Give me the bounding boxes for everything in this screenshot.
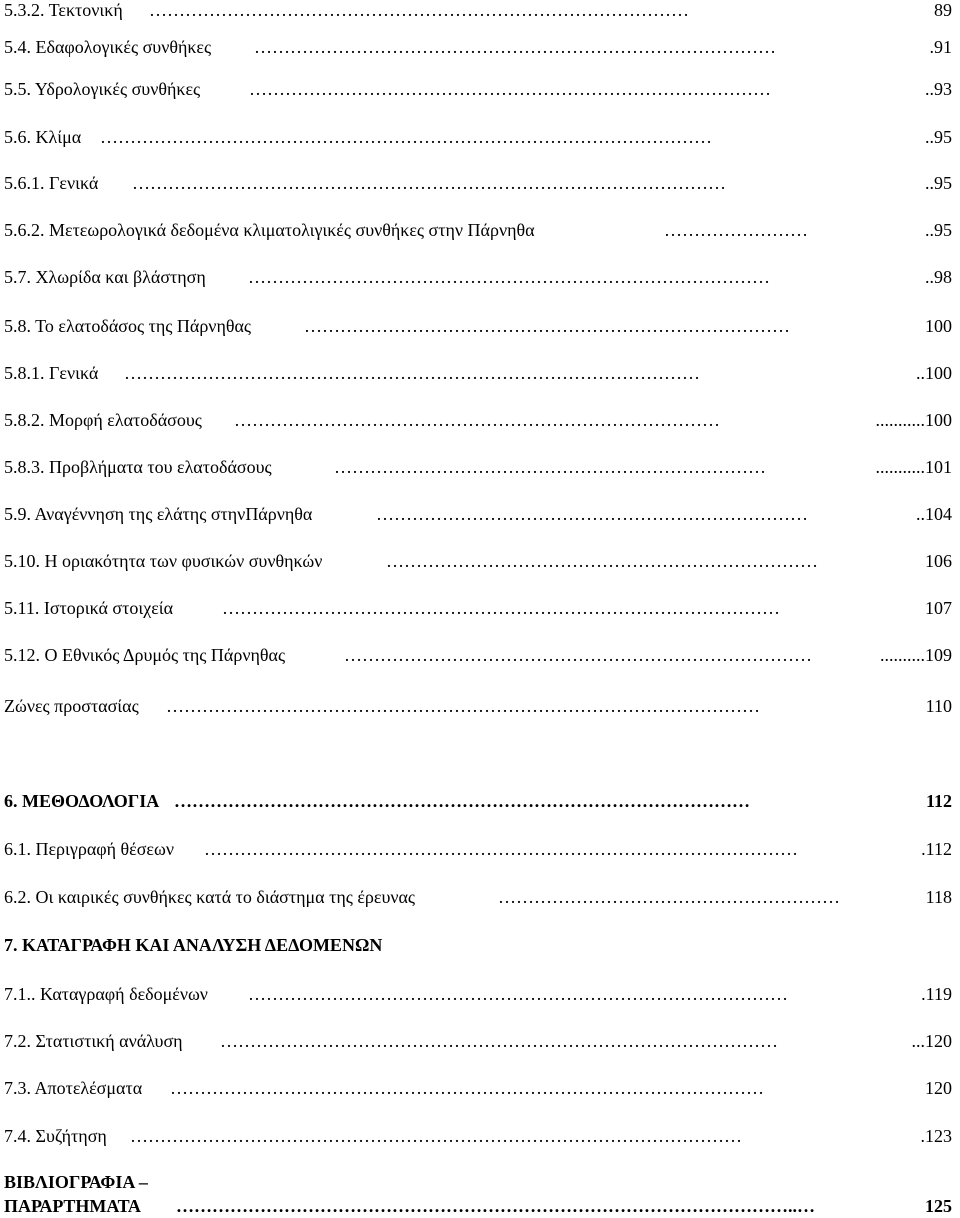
toc-entry-page: 100: [925, 316, 952, 336]
toc-entry-leader: ………………………………………………………………: [386, 551, 818, 571]
toc-entry-label: 5.3.2. Τεκτονική: [4, 0, 123, 20]
toc-entry-page: ..104: [916, 504, 952, 524]
toc-entry-leader: ………………………………………………………………………………………: [166, 696, 760, 716]
toc-entry-label: 5.8.1. Γενικά: [4, 363, 99, 383]
toc-entry-label: 5.8.2. Μορφή ελατοδάσους: [4, 410, 202, 430]
toc-entry-leader: ………………………………………………………………………………………: [132, 173, 726, 193]
toc-entry-leader: ………………………………………………………………………………………: [170, 1078, 764, 1098]
toc-entry: [4, 982, 952, 1006]
toc-entry-label: 5.8.3. Προβλήματα του ελατοδάσους: [4, 457, 272, 477]
toc-entry-page: 118: [925, 887, 952, 907]
toc-entry-label: 5.7. Χλωρίδα και βλάστηση: [4, 267, 206, 287]
toc-entry-label: 7.2. Στατιστική ανάλυση: [4, 1031, 183, 1051]
toc-entry-label: 7.4. Συζήτηση: [4, 1126, 107, 1146]
toc-entry-leader: ……………………………………………………………………………………: [124, 363, 700, 383]
toc-entry-leader: ………………………………………………………………………: [234, 410, 720, 430]
toc-entry-page: 106: [925, 551, 952, 571]
toc-entry: [4, 837, 952, 861]
toc-entry-page: 112: [925, 791, 952, 811]
toc-entry-page: .112: [921, 839, 952, 859]
toc-entry-page: ..100: [916, 363, 952, 383]
toc-chapter-heading: [4, 789, 952, 813]
toc-entry: [4, 1076, 952, 1100]
toc-entry-label: 7.1.. Καταγραφή δεδομένων: [4, 984, 208, 1004]
toc-entry-leader: …………………………………………………………………………………: [222, 598, 780, 618]
toc-entry: [4, 694, 952, 718]
toc-entry: [4, 171, 952, 195]
toc-entry-label: 5.11. Ιστορικά στοιχεία: [4, 598, 174, 618]
toc-entry: [4, 361, 952, 385]
toc-entry-leader: ……………………………………………………………………………: [254, 37, 776, 57]
toc-entry-page: 125: [925, 1196, 952, 1216]
toc-chapter-heading: [4, 1194, 952, 1218]
toc-entry-page: 120: [925, 1078, 952, 1098]
toc-entry-leader: ………………………………………………………………: [334, 457, 766, 477]
toc-entry-label: 7. ΚΑΤΑΓΡΑΦΗ ΚΑΙ ΑΝΑΛΥΣΗ ΔΕΔΟΜΕΝΩΝ: [4, 935, 383, 955]
toc-entry-leader: …………………………………………………: [498, 887, 840, 907]
toc-entry-page: 89: [934, 0, 952, 20]
toc-entry: [4, 596, 952, 620]
toc-entry-label: 6.1. Περιγραφή θέσεων: [4, 839, 174, 859]
toc-entry-page: 107: [925, 598, 952, 618]
toc-entry-page: ..95: [925, 173, 952, 193]
toc-entry: [4, 1029, 952, 1053]
toc-entry: [4, 314, 952, 338]
toc-entry-leader: ……………………………………………………………………………: [248, 267, 770, 287]
toc-entry-label: 5.4. Εδαφολογικές συνθήκες: [4, 37, 212, 57]
toc-entry-label: 5.6.2. Μετεωρολογικά δεδομένα κλιματολιγικές συνθήκες στην Πάρνηθα: [4, 220, 535, 240]
toc-entry-leader: …………………………………………………………………………………………: [130, 1126, 742, 1146]
toc-entry-leader: ………………………………………………………………………………: [248, 984, 788, 1004]
toc-entry-label: 5.5. Υδρολογικές συνθήκες: [4, 79, 201, 99]
toc-entry-leader: ………………………………………………………………………………………: [204, 839, 798, 859]
toc-entry: [4, 125, 952, 149]
toc-entry: [4, 35, 952, 59]
toc-entry: [4, 218, 952, 242]
toc-entry-page: .123: [920, 1126, 952, 1146]
toc-entry-leader: ……………………………………………………………………: [344, 645, 812, 665]
toc-entry: [4, 549, 952, 573]
toc-entry-page: ..........109: [880, 645, 952, 665]
toc-entry-leader: ……………………………………………………………………………………: [174, 791, 750, 811]
toc-entry-label: 7.3. Αποτελέσματα: [4, 1078, 143, 1098]
toc-entry-page: 110: [925, 696, 952, 716]
toc-entry-page: .119: [921, 984, 952, 1004]
toc-entry: [4, 455, 952, 479]
toc-entry-leader: ……………………………………………………………………………: [249, 79, 771, 99]
toc-entry-page: ..95: [925, 127, 952, 147]
toc-entry-page: ...........101: [875, 457, 952, 477]
toc-entry-label: 5.6. Κλίμα: [4, 127, 82, 147]
toc-entry: [4, 265, 952, 289]
toc-entry-leader: ……………………: [664, 220, 808, 240]
toc-chapter-heading: [4, 933, 952, 957]
toc-entry-leader: ………………………………………………………………: [376, 504, 808, 524]
toc-entry-leader: ………………………………………………………………………: [304, 316, 790, 336]
toc-entry-leader: …………………………………………………………………………………………..…: [176, 1196, 815, 1216]
toc-entry: [4, 885, 952, 909]
toc-entry-leader: ………………………………………………………………………………: [149, 0, 689, 20]
toc-entry-page: ...120: [911, 1031, 952, 1051]
toc-entry-label: ΠΑΡΑΡΤΗΜΑΤΑ: [4, 1196, 141, 1216]
toc-entry: [4, 1124, 952, 1148]
toc-entry-label: 5.8. Το ελατοδάσος της Πάρνηθας: [4, 316, 252, 336]
toc-entry-page: ..93: [925, 79, 952, 99]
toc-entry-label: 6. ΜΕΘΟΔΟΛΟΓΙΑ: [4, 791, 160, 811]
toc-entry-label: 5.6.1. Γενικά: [4, 173, 99, 193]
toc-entry-leader: …………………………………………………………………………………………: [100, 127, 712, 147]
toc-entry-label: 5.10. Η οριακότητα των φυσικών συνθηκών: [4, 551, 323, 571]
toc-entry-page: ..98: [925, 267, 952, 287]
toc-entry-page: .91: [929, 37, 952, 57]
toc-entry: [4, 643, 952, 667]
toc-entry-page: ...........100: [875, 410, 952, 430]
toc-entry-label: ΒΙΒΛΙΟΓΡΑΦΙΑ –: [4, 1172, 148, 1192]
toc-entry-label: 6.2. Οι καιρικές συνθήκες κατά το διάστημα της έρευνας: [4, 887, 416, 907]
toc-entry: [4, 408, 952, 432]
toc-entry-label: Ζώνες προστασίας: [4, 696, 139, 716]
toc-chapter-heading: [4, 1170, 952, 1194]
toc-entry: [4, 502, 952, 526]
toc-entry-leader: …………………………………………………………………………………: [220, 1031, 778, 1051]
toc-entry-label: 5.12. Ο Εθνικός Δρυμός της Πάρνηθας: [4, 645, 286, 665]
toc-entry: [4, 77, 952, 101]
toc-entry-label: 5.9. Αναγέννηση της ελάτης στηνΠάρνηθα: [4, 504, 313, 524]
toc-entry-page: ..95: [925, 220, 952, 240]
toc-entry: [4, 0, 952, 22]
